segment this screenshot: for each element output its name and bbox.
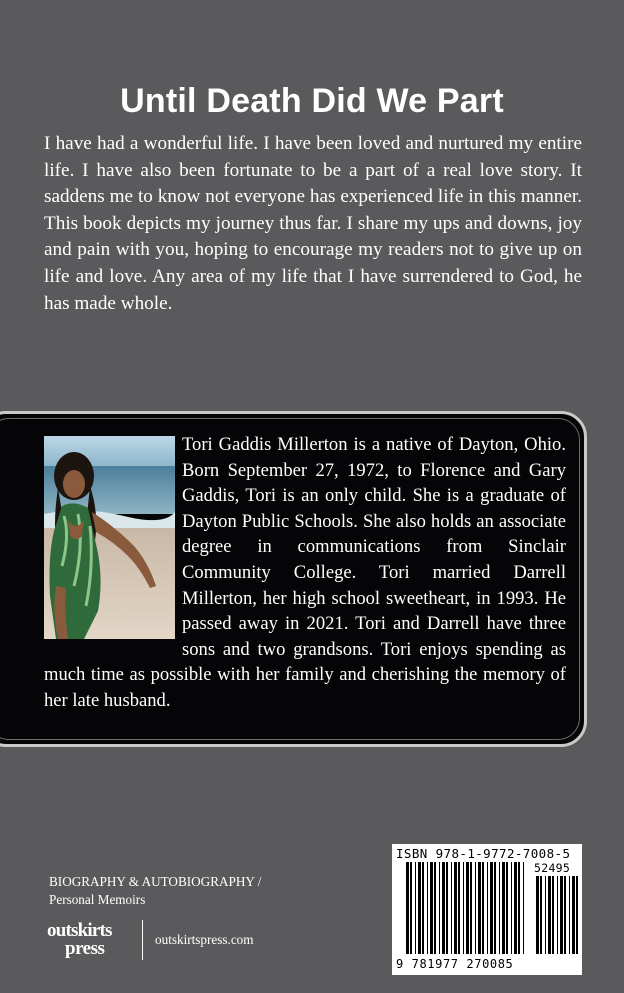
book-blurb: I have had a wonderful life. I have been loved and nurtured my entire life. I have also been fortunate to be a part of a real love story. It saddens me to know not everyone has experienced life in this manner. This book depicts my journey thus far. I share my ups and downs, joy and pain with you, hoping to encourage my readers not to give up on life and love. Any area of my life that I have surrendered to God, he has made whole. [44,133,582,314]
logo-line-1: outskirts [47,920,112,941]
ean-digits: 9 781977 270085 [396,957,514,971]
book-title: Until Death Did We Part [120,82,504,120]
author-bio-text: Tori Gaddis Millerton is a native of Dayton, Ohio. Born September 27, 1972, to Florence and Gary Gaddis, Tori is an only child. She is a graduate of Dayton Public Schools. She also holds an associate degree in communications from Sinclair Community College. Tori married Darrell Millerton, her high school sweetheart, in 1993. He passed away in 2021. Tori and Darrell have three sons and two grandsons. Tori enjoys spending as much time as possible with her family and cherishing the memory of her late husband. [44,434,566,711]
book-category [49,873,261,909]
author-bio [44,432,566,714]
isbn-label: ISBN 978-1-9772-7008-5 [396,846,571,861]
publisher-website: outskirtspress.com [155,932,254,947]
publisher-logo [47,921,112,958]
isbn-barcode [392,844,582,975]
category-line-1: BIOGRAPHY & AUTOBIOGRAPHY / [49,874,262,889]
logo-line-2: press [65,938,105,959]
publisher-block [47,918,287,962]
price-code: 52495 [534,861,571,875]
barcode-bars [392,844,582,975]
photo-spacer [44,432,182,638]
publisher-divider [142,920,143,960]
category-line-2: Personal Memoirs [49,892,146,907]
